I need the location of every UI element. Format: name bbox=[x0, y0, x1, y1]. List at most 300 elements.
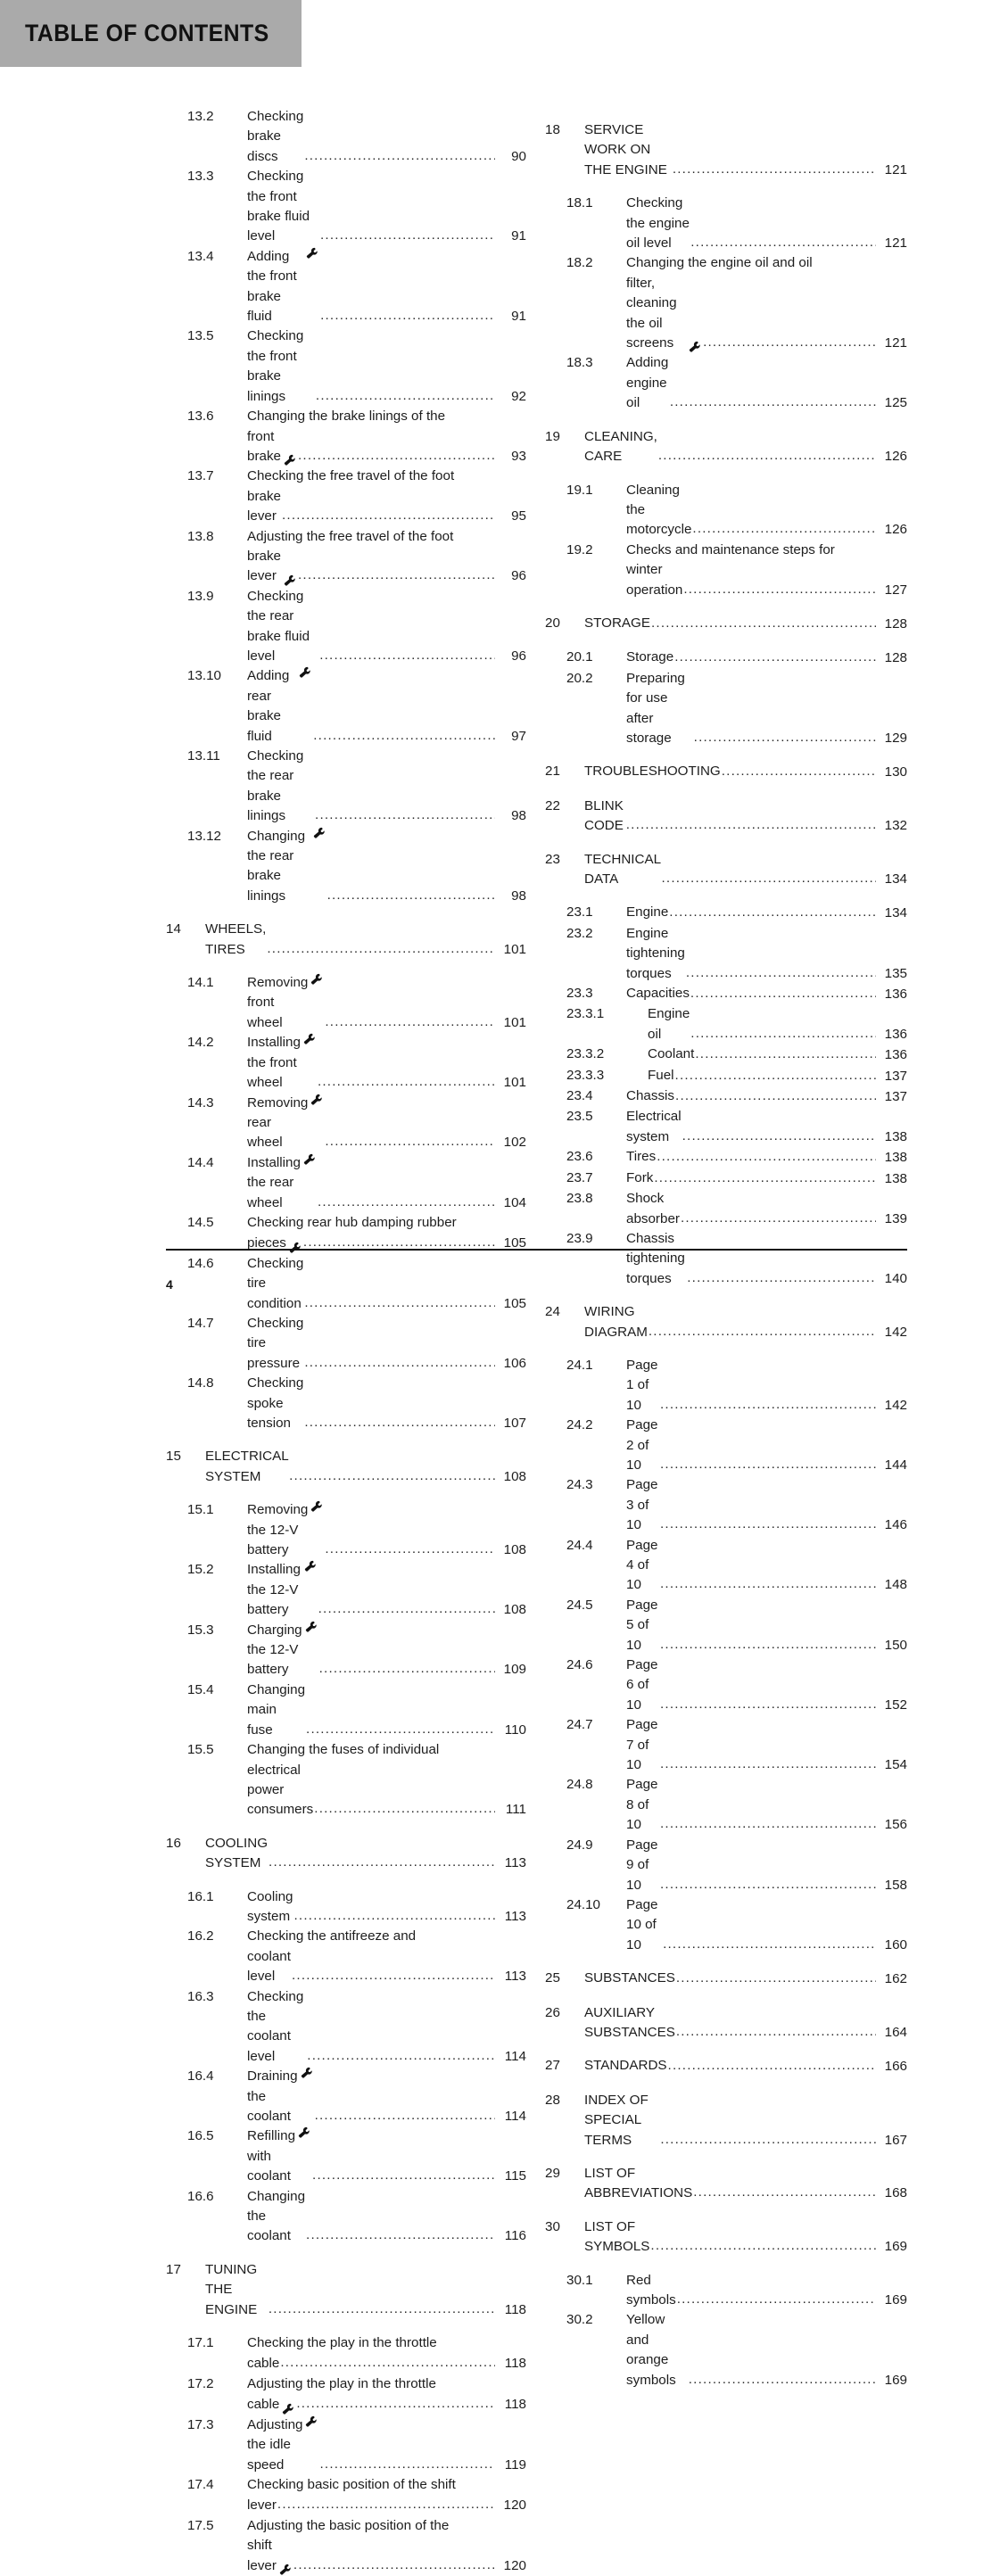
wrench-icon bbox=[304, 1560, 317, 1573]
toc-entry[interactable] bbox=[545, 2310, 907, 2390]
leader-dots bbox=[320, 226, 495, 246]
toc-entry[interactable] bbox=[545, 481, 907, 541]
entry-body bbox=[626, 1168, 907, 1189]
toc-entry[interactable] bbox=[166, 167, 526, 247]
leader-dots bbox=[312, 2166, 495, 2186]
toc-entry[interactable] bbox=[166, 2260, 526, 2320]
entry-title: Checking tire pressure bbox=[247, 1315, 304, 1371]
toc-entry[interactable] bbox=[545, 1895, 907, 1955]
leader-dots bbox=[289, 1466, 495, 1487]
entry-body bbox=[626, 253, 907, 353]
leader-dots bbox=[325, 1132, 495, 1152]
entry-number: 25 bbox=[545, 1970, 560, 1986]
entry-title-line-1: Checks and maintenance steps for bbox=[626, 541, 835, 557]
entry-page-number: 116 bbox=[504, 2228, 526, 2244]
entry-page-number: 132 bbox=[884, 818, 907, 834]
entry-title: CLEANING, CARE bbox=[584, 428, 657, 465]
leader-dots bbox=[660, 2130, 876, 2151]
wrench-icon bbox=[303, 1153, 316, 1166]
toc-column-left bbox=[166, 107, 526, 2576]
toc-entry[interactable] bbox=[545, 1655, 907, 1715]
entry-title: Checking the coolant level bbox=[247, 1988, 304, 2064]
entry-number: 15.4 bbox=[187, 1681, 214, 1697]
entry-body bbox=[247, 2516, 526, 2576]
entry-body bbox=[626, 903, 907, 923]
toc-entry[interactable] bbox=[166, 107, 526, 167]
toc-entry[interactable] bbox=[166, 527, 526, 587]
toc-entry[interactable] bbox=[166, 1887, 526, 1928]
toc-entry[interactable] bbox=[166, 1153, 526, 1213]
entry-number: 30 bbox=[545, 2218, 560, 2234]
entry-title: Removing rear wheel bbox=[247, 1094, 309, 1151]
entry-number: 16.4 bbox=[187, 2068, 214, 2085]
entry-number: 24 bbox=[545, 1304, 560, 1320]
entry-page-number: 128 bbox=[884, 615, 907, 632]
entry-title: ELECTRICAL SYSTEM bbox=[205, 1449, 289, 1484]
toc-entry[interactable] bbox=[545, 427, 907, 467]
entry-page-number: 121 bbox=[884, 235, 907, 252]
entry-number: 14.6 bbox=[187, 1255, 214, 1271]
toc-entry[interactable] bbox=[545, 1086, 907, 1107]
entry-number: 18 bbox=[545, 122, 560, 137]
entry-body bbox=[247, 326, 526, 407]
entry-number: 26 bbox=[545, 2004, 560, 2020]
leader-dots bbox=[293, 2555, 495, 2576]
toc-entry[interactable] bbox=[545, 1147, 907, 1168]
entry-number: 16.2 bbox=[187, 1928, 214, 1944]
entry-body bbox=[648, 1066, 907, 1086]
entry-title: Adjusting the idle speed bbox=[247, 2416, 303, 2473]
entry-body bbox=[626, 353, 907, 413]
toc-entry[interactable] bbox=[166, 2187, 526, 2247]
entry-title: AUXILIARY SUBSTANCES bbox=[584, 2004, 675, 2040]
entry-title: Removing the 12-V battery bbox=[247, 1502, 309, 1558]
toc-entry[interactable] bbox=[545, 1715, 907, 1775]
toc-entry[interactable] bbox=[545, 1536, 907, 1596]
leader-dots bbox=[676, 2022, 876, 2043]
entry-title: pieces bbox=[247, 1235, 286, 1251]
toc-entry[interactable] bbox=[166, 1094, 526, 1153]
toc-entry[interactable] bbox=[166, 1987, 526, 2068]
entry-page-number: 97 bbox=[511, 728, 526, 744]
entry-body bbox=[205, 1834, 526, 1874]
entry-title: Page 2 of 10 bbox=[626, 1417, 658, 1473]
entry-body bbox=[247, 527, 526, 587]
entry-body bbox=[626, 2310, 907, 2390]
toc-entry[interactable] bbox=[166, 920, 526, 960]
toc-entry[interactable] bbox=[166, 2374, 526, 2415]
entry-number: 17.3 bbox=[187, 2416, 214, 2432]
entry-body bbox=[247, 2415, 526, 2475]
entry-number: 15.3 bbox=[187, 1622, 214, 1638]
entry-number: 23.1 bbox=[566, 904, 593, 921]
entry-title-line-2 bbox=[626, 274, 907, 354]
entry-body bbox=[584, 1969, 907, 1989]
entry-number: 15.2 bbox=[187, 1562, 214, 1578]
toc-entry[interactable] bbox=[166, 1740, 526, 1821]
toc-entry[interactable] bbox=[545, 1416, 907, 1475]
entry-body bbox=[584, 850, 907, 890]
toc-entry[interactable] bbox=[545, 541, 907, 600]
entry-body bbox=[247, 1254, 526, 1314]
leader-dots bbox=[313, 726, 495, 747]
entry-body bbox=[247, 466, 526, 526]
leader-dots bbox=[269, 2299, 495, 2320]
entry-page-number: 126 bbox=[884, 449, 907, 465]
entry-number: 14.4 bbox=[187, 1154, 214, 1170]
entry-number: 27 bbox=[545, 2058, 560, 2074]
toc-entry[interactable] bbox=[166, 1834, 526, 1874]
entry-title: LIST OF SYMBOLS bbox=[584, 2218, 650, 2255]
entry-body bbox=[247, 407, 526, 466]
wrench-icon bbox=[284, 574, 296, 587]
entry-body bbox=[247, 1740, 526, 1821]
entry-title: TUNING THE ENGINE bbox=[205, 2261, 258, 2317]
entry-number: 24.6 bbox=[566, 1657, 593, 1673]
entry-body bbox=[626, 1107, 907, 1147]
entry-number: 22 bbox=[545, 797, 560, 813]
toc-entry[interactable] bbox=[166, 1621, 526, 1680]
entry-number: 23.7 bbox=[566, 1169, 593, 1185]
entry-title: TROUBLESHOOTING bbox=[584, 764, 721, 780]
entry-page-number: 169 bbox=[884, 2292, 907, 2308]
entry-body bbox=[247, 1560, 526, 1620]
page-title: TABLE OF CONTENTS bbox=[25, 20, 269, 46]
leader-dots bbox=[657, 1147, 876, 1168]
entry-title: Cooling system bbox=[247, 1888, 293, 1924]
entry-page-number: 95 bbox=[511, 508, 526, 524]
entry-title-line-2 bbox=[247, 1761, 526, 1821]
entry-page-number: 98 bbox=[511, 808, 526, 824]
entry-title: Checking spoke tension bbox=[247, 1375, 304, 1431]
entry-body bbox=[247, 666, 526, 747]
toc-entry[interactable] bbox=[166, 2126, 526, 2186]
entry-title: cable bbox=[247, 2397, 280, 2413]
entry-title: Adding engine oil bbox=[626, 355, 669, 411]
entry-number: 16.5 bbox=[187, 2128, 214, 2144]
entry-title: Fuel bbox=[648, 1067, 674, 1083]
leader-dots bbox=[675, 1066, 876, 1086]
entry-body bbox=[584, 2164, 907, 2204]
entry-title: front brake bbox=[247, 428, 281, 464]
toc-entry[interactable] bbox=[166, 587, 526, 667]
leader-dots bbox=[675, 1086, 876, 1107]
entry-title: COOLING SYSTEM bbox=[205, 1835, 269, 1871]
toc-entry[interactable] bbox=[166, 1927, 526, 1986]
entry-title-line-1: Adjusting the basic position of the bbox=[247, 2517, 450, 2533]
wrench-icon bbox=[305, 1621, 318, 1633]
entry-number: 17.5 bbox=[187, 2517, 214, 2533]
entry-page-number: 160 bbox=[884, 1936, 907, 1953]
entry-number: 21 bbox=[545, 764, 560, 780]
entry-number: 17.4 bbox=[187, 2476, 214, 2492]
entry-number: 24.8 bbox=[566, 1777, 593, 1793]
entry-body bbox=[247, 827, 526, 907]
entry-title-line-1: Checking rear hub damping rubber bbox=[247, 1214, 457, 1230]
toc-entry[interactable] bbox=[545, 2164, 907, 2204]
entry-title: Page 4 of 10 bbox=[626, 1537, 658, 1593]
leader-dots bbox=[282, 506, 495, 526]
entry-number: 17 bbox=[166, 2261, 181, 2277]
toc-entry[interactable] bbox=[166, 2475, 526, 2516]
leader-dots bbox=[296, 2394, 495, 2415]
toc-entry[interactable] bbox=[166, 1500, 526, 1560]
entry-body bbox=[626, 669, 907, 749]
entry-body bbox=[626, 1086, 907, 1107]
entry-number: 20.2 bbox=[566, 670, 593, 686]
entry-number: 15.5 bbox=[187, 1742, 214, 1758]
toc-entry[interactable] bbox=[166, 1680, 526, 1740]
entry-body bbox=[247, 2333, 526, 2374]
toc-entry[interactable] bbox=[166, 466, 526, 526]
entry-title-line-1: Changing the engine oil and oil bbox=[626, 255, 813, 271]
entry-number: 18.2 bbox=[566, 255, 593, 271]
entry-title: Changing the coolant bbox=[247, 2188, 306, 2244]
leader-dots bbox=[306, 2225, 495, 2246]
toc-entry[interactable] bbox=[545, 1596, 907, 1655]
toc-entry[interactable] bbox=[545, 924, 907, 984]
entry-body bbox=[247, 1500, 526, 1560]
entry-number: 13.4 bbox=[187, 248, 214, 264]
entry-body bbox=[648, 1044, 907, 1065]
toc-entry[interactable] bbox=[166, 1560, 526, 1620]
header-banner bbox=[0, 0, 302, 67]
entry-number: 24.10 bbox=[566, 1896, 601, 1912]
leader-dots bbox=[660, 1515, 876, 1535]
toc-entry[interactable] bbox=[166, 407, 526, 466]
leader-dots bbox=[304, 1353, 495, 1374]
leader-dots bbox=[325, 1012, 495, 1033]
toc-entry[interactable] bbox=[545, 2271, 907, 2311]
entry-body bbox=[247, 107, 526, 167]
wrench-icon bbox=[279, 2564, 292, 2576]
entry-page-number: 113 bbox=[504, 1855, 526, 1871]
entry-number: 14.5 bbox=[187, 1214, 214, 1230]
toc-entry[interactable] bbox=[166, 1254, 526, 1314]
leader-dots bbox=[292, 1966, 495, 1986]
leader-dots bbox=[319, 1659, 495, 1680]
entry-page-number: 101 bbox=[503, 1075, 526, 1091]
entry-title: Charging the 12-V battery bbox=[247, 1622, 302, 1678]
entry-page-number: 135 bbox=[884, 965, 907, 981]
entry-body bbox=[247, 2475, 526, 2516]
leader-dots bbox=[277, 2495, 495, 2515]
toc-entry[interactable] bbox=[166, 1374, 526, 1433]
entry-page-number: 105 bbox=[503, 1235, 526, 1251]
entry-title: Fork bbox=[626, 1169, 654, 1185]
toc-entry[interactable] bbox=[545, 1168, 907, 1189]
entry-page-number: 134 bbox=[884, 905, 907, 921]
entry-body bbox=[626, 1229, 907, 1289]
leader-dots bbox=[658, 446, 876, 466]
entry-number: 13.8 bbox=[187, 528, 214, 544]
leader-dots bbox=[670, 392, 876, 413]
toc-entry[interactable] bbox=[545, 648, 907, 668]
entry-title-line-2 bbox=[247, 2394, 526, 2415]
entry-title-line-1: Checking the free travel of the foot bbox=[247, 468, 455, 484]
leader-dots bbox=[267, 939, 495, 960]
toc-entry[interactable] bbox=[545, 984, 907, 1004]
leader-dots bbox=[649, 1322, 876, 1342]
entry-page-number: 158 bbox=[884, 1877, 907, 1893]
toc-entry[interactable] bbox=[545, 1836, 907, 1895]
toc-entry[interactable] bbox=[545, 1229, 907, 1289]
wrench-icon bbox=[310, 973, 323, 986]
wrench-icon bbox=[310, 1500, 323, 1513]
entry-number: 24.2 bbox=[566, 1417, 593, 1433]
toc-entry[interactable] bbox=[545, 2217, 907, 2258]
leader-dots bbox=[298, 566, 495, 586]
leader-dots bbox=[663, 1935, 876, 1955]
toc-entry[interactable] bbox=[545, 253, 907, 353]
entry-number: 16.3 bbox=[187, 1988, 214, 2004]
entry-body bbox=[626, 194, 907, 253]
toc-entry[interactable] bbox=[166, 827, 526, 907]
entry-body bbox=[247, 1153, 526, 1213]
toc-entry[interactable] bbox=[545, 1004, 907, 1044]
entry-number: 24.7 bbox=[566, 1717, 593, 1733]
entry-title: Engine bbox=[626, 904, 669, 921]
toc-entry[interactable] bbox=[545, 1066, 907, 1086]
leader-dots bbox=[660, 1574, 876, 1595]
entry-body bbox=[247, 167, 526, 247]
leader-dots bbox=[315, 2106, 495, 2126]
entry-title: Tires bbox=[626, 1149, 657, 1165]
entry-number: 20 bbox=[545, 615, 560, 631]
entry-title: brake lever bbox=[247, 488, 281, 524]
toc-entry[interactable] bbox=[166, 2067, 526, 2126]
entry-body bbox=[247, 1927, 526, 1986]
wrench-icon bbox=[305, 2415, 318, 2428]
entry-number: 17.2 bbox=[187, 2375, 214, 2391]
leader-dots bbox=[689, 2370, 876, 2390]
toc-entry[interactable] bbox=[545, 1302, 907, 1342]
entry-page-number: 118 bbox=[504, 2397, 526, 2413]
entry-number: 19.2 bbox=[566, 541, 593, 557]
leader-dots bbox=[686, 963, 876, 984]
toc-entry[interactable] bbox=[166, 2516, 526, 2576]
entry-body bbox=[584, 797, 907, 837]
wrench-icon bbox=[298, 2126, 310, 2139]
entry-body bbox=[626, 1536, 907, 1596]
entry-body bbox=[247, 1987, 526, 2068]
entry-title: BLINK CODE bbox=[584, 797, 624, 834]
toc-entry[interactable] bbox=[166, 2415, 526, 2475]
entry-title: brake lever bbox=[247, 548, 281, 584]
toc-entry[interactable] bbox=[166, 1447, 526, 1487]
entry-body bbox=[584, 2091, 907, 2151]
toc-entry[interactable] bbox=[545, 194, 907, 253]
toc-entry[interactable] bbox=[545, 2003, 907, 2043]
wrench-icon bbox=[310, 1094, 323, 1106]
leader-dots bbox=[660, 1754, 876, 1775]
entry-number: 13.3 bbox=[187, 169, 214, 185]
toc-entry[interactable] bbox=[166, 247, 526, 327]
entry-number: 24.4 bbox=[566, 1537, 593, 1553]
entry-body bbox=[247, 1094, 526, 1153]
entry-title: Page 9 of 10 bbox=[626, 1837, 658, 1893]
wrench-icon bbox=[289, 1242, 302, 1254]
entry-page-number: 126 bbox=[884, 522, 907, 538]
entry-page-number: 136 bbox=[884, 1026, 907, 1042]
toc-entry[interactable] bbox=[166, 1314, 526, 1374]
toc-entry[interactable] bbox=[545, 1044, 907, 1065]
wrench-icon bbox=[313, 827, 326, 839]
entry-title: Chassis bbox=[626, 1088, 675, 1104]
entry-number: 24.5 bbox=[566, 1597, 593, 1613]
entry-body bbox=[626, 924, 907, 984]
toc-entry[interactable] bbox=[166, 326, 526, 407]
toc-entry[interactable] bbox=[545, 353, 907, 413]
leader-dots bbox=[660, 1695, 876, 1715]
entry-body bbox=[247, 1621, 526, 1680]
leader-dots bbox=[315, 805, 495, 826]
entry-title: INDEX OF SPECIAL TERMS bbox=[584, 2092, 649, 2148]
entry-title: Page 10 of 10 bbox=[626, 1896, 658, 1953]
toc-entry[interactable] bbox=[545, 669, 907, 749]
toc-entry[interactable] bbox=[166, 1033, 526, 1093]
toc-entry[interactable] bbox=[545, 1775, 907, 1835]
toc-entry[interactable] bbox=[545, 2056, 907, 2076]
entry-title-line-1: Checking the antifreeze and bbox=[247, 1928, 417, 1944]
entry-body bbox=[626, 984, 907, 1004]
toc-entry[interactable] bbox=[545, 903, 907, 923]
toc-entry[interactable] bbox=[166, 666, 526, 747]
entry-title: filter, cleaning the oil screens bbox=[626, 275, 677, 351]
toc-entry[interactable] bbox=[545, 797, 907, 837]
entry-title: Checking the rear brake fluid level bbox=[247, 588, 310, 664]
entry-body bbox=[648, 1004, 907, 1044]
toc-entry[interactable] bbox=[545, 1969, 907, 1989]
toc-entry[interactable] bbox=[545, 1107, 907, 1147]
leader-dots bbox=[683, 580, 876, 600]
toc-entry[interactable] bbox=[166, 1213, 526, 1254]
entry-page-number: 148 bbox=[884, 1577, 907, 1593]
toc-entry[interactable] bbox=[545, 1475, 907, 1535]
entry-body bbox=[247, 587, 526, 667]
entry-page-number: 109 bbox=[503, 1662, 526, 1678]
entry-body bbox=[626, 1655, 907, 1715]
toc-entry[interactable] bbox=[545, 614, 907, 634]
entry-title: Cleaning the motorcycle bbox=[626, 482, 692, 538]
entry-number: 23.3.1 bbox=[566, 1006, 605, 1022]
toc-entry[interactable] bbox=[545, 2091, 907, 2151]
leader-dots bbox=[314, 1799, 495, 1820]
entry-title-line-2 bbox=[247, 2495, 526, 2515]
leader-dots bbox=[650, 2236, 876, 2257]
entry-number: 13.10 bbox=[187, 668, 222, 684]
toc-entry[interactable] bbox=[545, 1189, 907, 1229]
toc-entry[interactable] bbox=[545, 762, 907, 782]
toc-entry[interactable] bbox=[545, 120, 907, 180]
entry-body bbox=[626, 1715, 907, 1775]
toc-entry[interactable] bbox=[545, 850, 907, 890]
entry-page-number: 96 bbox=[511, 568, 526, 584]
toc-entry[interactable] bbox=[166, 2333, 526, 2374]
wrench-icon bbox=[303, 1033, 316, 1045]
entry-body bbox=[247, 1033, 526, 1093]
entry-title: coolant level bbox=[247, 1948, 291, 1985]
toc-entry[interactable] bbox=[166, 973, 526, 1033]
entry-body bbox=[584, 2217, 907, 2258]
entry-title: Electrical system bbox=[626, 1109, 682, 1144]
leader-dots bbox=[304, 146, 495, 167]
leader-dots bbox=[316, 386, 495, 407]
toc-entry[interactable] bbox=[166, 747, 526, 827]
leader-dots bbox=[304, 1293, 495, 1314]
toc-entry[interactable] bbox=[545, 1356, 907, 1416]
entry-page-number: 138 bbox=[884, 1170, 907, 1186]
